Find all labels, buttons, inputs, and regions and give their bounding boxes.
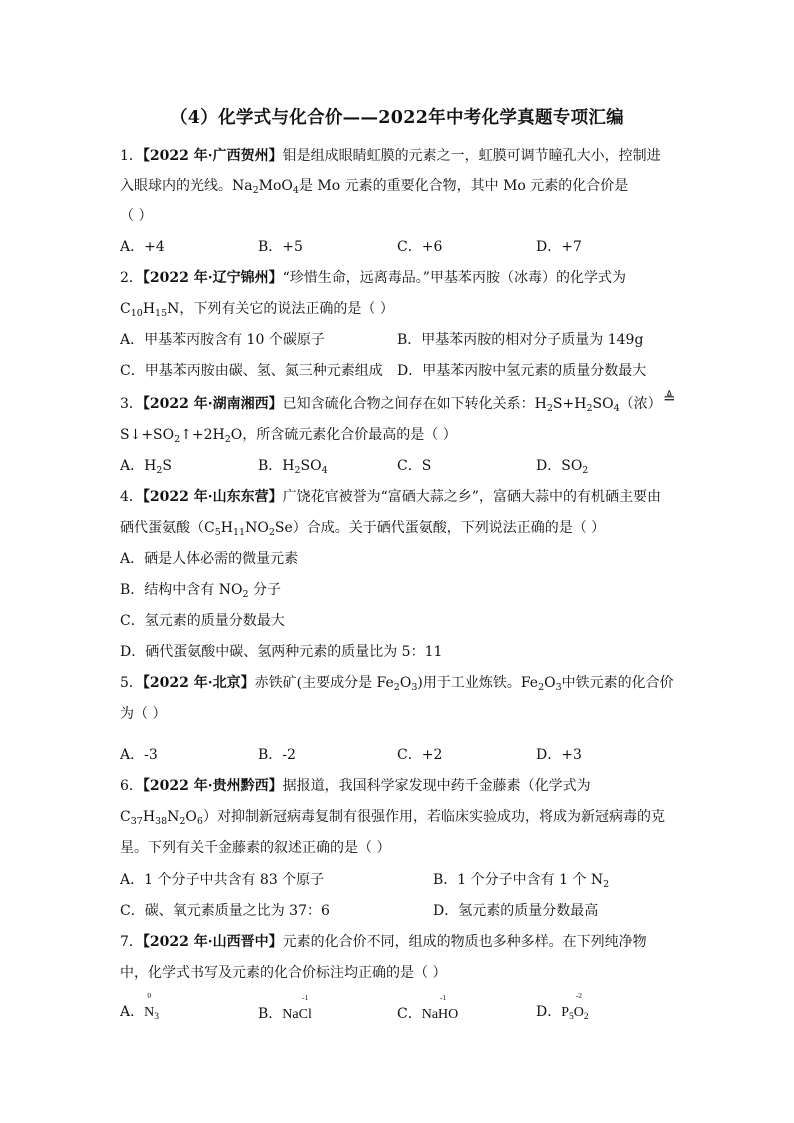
q5-option-d[interactable]: D．+3 — [536, 747, 582, 763]
q1-text-a: 钼是组成眼睛虹膜的元素之一，虹膜可调节瞳孔大小，控制进 — [282, 148, 661, 164]
q2-option-b[interactable]: B．甲基苯丙胺的相对分子质量为 149g — [397, 332, 644, 348]
q7-oc-post: O — [448, 1007, 459, 1022]
q3-l2a: S↓+SO — [120, 427, 175, 443]
q3-s1: 2 — [546, 403, 553, 414]
q3-t4: （浓） — [619, 396, 662, 412]
q6-s3: 2 — [179, 816, 186, 827]
q7-option-b[interactable] — [258, 993, 312, 1025]
q2-line1 — [120, 268, 626, 288]
q3-t1: 已知含硫化合物之间存在如下转化关系：H — [282, 396, 547, 412]
q5-line2: 为（ ） — [120, 706, 167, 722]
q4-option-c[interactable]: C．氢元素的质量分数最大 — [120, 613, 285, 629]
q3-od-s: 2 — [582, 465, 589, 476]
q4-option-d[interactable]: D．硒代蛋氨酸中碳、氢两种元素的质量比为 5：11 — [120, 644, 443, 660]
q1-text-b3: 是 Mo 元素的重要化合物，其中 Mo 元素的化合价是 — [298, 178, 629, 194]
q7-od-sub2: 2 — [583, 1012, 589, 1022]
q3-ob-s: 2 — [294, 465, 301, 476]
q3-number: 3． — [120, 396, 143, 412]
q7-od-el: P — [561, 1005, 570, 1020]
q5-s3: 2 — [538, 682, 545, 693]
q3-option-d[interactable] — [536, 456, 588, 476]
q5-t1: 赤铁矿(主要成分是 Fe — [254, 675, 394, 691]
q5-s4: 3 — [555, 682, 562, 693]
q7-oa-label: A． — [120, 1004, 145, 1020]
q5-s1: 2 — [393, 682, 400, 693]
q6-line2 — [120, 807, 665, 827]
q4-number: 4． — [120, 489, 143, 505]
q6-number: 6． — [120, 778, 143, 794]
q3-ob-a: B．H — [258, 458, 295, 474]
q3-source-tag: 【2022 年·湖南湘西】 — [142, 396, 283, 412]
q3-s3: 4 — [613, 403, 620, 414]
q1-option-c[interactable]: C．+6 — [397, 239, 443, 255]
q4-t4: Se）合成。关于硒代蛋氨酸，下列说法正确的是（ ） — [274, 520, 606, 536]
q7-source-tag: 【2022 年·山西晋中】 — [142, 934, 283, 950]
page-title: （4）化学式与化合价——2022年中考化学真题专项汇编 — [170, 108, 624, 128]
q7-ob-valence: -1 — [302, 993, 309, 1002]
q6-f2: H — [142, 809, 156, 825]
heating-condition-symbol: ≜ — [663, 389, 676, 407]
q3-oa-b: S — [162, 458, 172, 474]
q6-source-tag: 【2022 年·贵州黔西】 — [142, 778, 283, 794]
q7-oa-el: N — [144, 1005, 155, 1020]
q7-oa-sub: 3 — [154, 1012, 159, 1022]
q3-option-a[interactable] — [120, 456, 172, 476]
q2-text-a: “珍惜生命，远离毒品。”甲基苯丙胺（冰毒）的化学式为 — [282, 270, 626, 286]
q6-f4: O — [185, 809, 197, 825]
q6-option-b[interactable] — [433, 870, 609, 890]
q7-oc-element — [438, 993, 449, 1025]
q2-source-tag: 【2022 年·辽宁锦州】 — [142, 270, 283, 286]
q2-number: 2． — [120, 270, 143, 286]
q4-ob-b: 分子 — [248, 582, 281, 598]
q2-option-c[interactable]: C．甲基苯丙胺由碳、氢、氮三种元素组成 — [120, 363, 383, 379]
q7-option-d[interactable] — [536, 991, 589, 1023]
q3-l2s2: 2 — [224, 434, 231, 445]
q6-f3: N — [167, 809, 180, 825]
q2-option-a[interactable]: A．甲基苯丙胺含有 10 个碳原子 — [120, 332, 325, 348]
q7-od-valence: -2 — [575, 991, 582, 1000]
q2-f3: N，下列有关它的说法正确的是（ ） — [167, 301, 394, 317]
q4-line1 — [120, 487, 661, 507]
q7-option-a[interactable] — [120, 991, 159, 1023]
q5-option-b[interactable]: B．-2 — [258, 747, 296, 763]
q7-option-c[interactable] — [397, 993, 459, 1025]
q5-line1 — [120, 673, 674, 693]
q4-t1: 硒代蛋氨酸（C — [120, 520, 215, 536]
q7-text-a: 元素的化合价不同，组成的物质也多种多样。在下列纯净物 — [282, 934, 647, 950]
q2-line2 — [120, 299, 394, 319]
q6-line3: 星。下列有关千金藤素的叙述正确的是（ ） — [120, 840, 391, 856]
q3-s2: 2 — [586, 403, 593, 414]
q4-option-a[interactable]: A．硒是人体必需的微量元素 — [120, 551, 299, 567]
q3-line1 — [120, 394, 662, 414]
q1-option-a[interactable]: A．+4 — [120, 239, 165, 255]
q3-od-a: D．SO — [536, 458, 583, 474]
q5-option-a[interactable]: A．-3 — [120, 747, 158, 763]
q4-ob-a: B．结构中含有 NO — [120, 582, 243, 598]
q2-s1: 10 — [130, 308, 143, 319]
q5-t3: )用于工业炼铁。Fe — [417, 675, 539, 691]
q3-l2s1: 2 — [174, 434, 181, 445]
q1-text-b1: 入眼球内的光线。Na — [120, 178, 253, 194]
q4-option-b[interactable] — [120, 580, 281, 600]
q7-ob-label: B． — [258, 1006, 283, 1022]
q3-t3: SO — [592, 396, 614, 412]
q7-number: 7． — [120, 934, 143, 950]
q7-oc-el: H — [438, 1007, 449, 1022]
q1-source-tag: 【2022 年·广西贺州】 — [142, 148, 283, 164]
q7-od-sub: 5 — [569, 1012, 574, 1022]
q4-s1: 5 — [214, 527, 221, 538]
q6-text-a: 据报道，我国科学家发现中药千金藤素（化学式为 — [282, 778, 591, 794]
q4-s2: 11 — [232, 527, 246, 538]
q1-option-b[interactable]: B．+5 — [258, 239, 303, 255]
q2-f1: C — [120, 301, 131, 317]
q3-option-b[interactable] — [258, 456, 328, 476]
q5-number: 5． — [120, 675, 143, 691]
q3-oc-a: C．S — [397, 458, 432, 474]
q5-s2: 3 — [411, 682, 418, 693]
q6-ob-s: 2 — [603, 879, 610, 890]
q7-line1 — [120, 932, 647, 952]
q1-sub1: 2 — [252, 185, 259, 196]
q3-line2 — [120, 425, 457, 445]
q5-option-c[interactable]: C．+2 — [397, 747, 443, 763]
q1-paren: （ ） — [120, 208, 153, 224]
q7-oa-element — [144, 991, 155, 1023]
q3-oa-s: 2 — [156, 465, 163, 476]
q7-od-label: D． — [536, 1004, 562, 1020]
q7-ob-element — [298, 993, 312, 1025]
q7-ob-el: Cl — [298, 1007, 312, 1022]
q5-t4: O — [544, 675, 556, 691]
q1-number: 1． — [120, 148, 143, 164]
q6-option-a[interactable]: A．1 个分子中共含有 83 个原子 — [120, 872, 325, 888]
q3-l2c: O，所含硫元素化合价最高的是（ ） — [230, 427, 457, 443]
q6-f5: ）对抑制新冠病毒复制有很强作用，若临床实验成功，将成为新冠病毒的克 — [202, 809, 665, 825]
q2-s2: 15 — [155, 308, 168, 319]
q5-source-tag: 【2022 年·北京】 — [142, 675, 255, 691]
q7-oa-valence: 0 — [147, 991, 152, 1000]
q7-od-element — [573, 991, 584, 1023]
q6-line1 — [120, 776, 591, 796]
q1-sub2: 4 — [292, 185, 299, 196]
q4-t2: H — [220, 520, 233, 536]
q5-t2: O — [399, 675, 412, 691]
q6-f1: C — [120, 809, 131, 825]
q4-ob-s: 2 — [242, 589, 249, 600]
q5-t5: 中铁元素的化合价 — [561, 675, 674, 691]
q3-l2b: ↑+2H — [180, 427, 225, 443]
q7-oc-pre: Na — [421, 1007, 439, 1022]
q3-oa-a: A．H — [120, 458, 157, 474]
q7-oc-label: C． — [397, 1006, 422, 1022]
q6-s1: 37 — [130, 816, 143, 827]
q3-ob-s2: 4 — [321, 465, 328, 476]
q6-s4: 6 — [196, 816, 203, 827]
q3-ob-b: SO — [300, 458, 322, 474]
q6-ob-a: B．1 个分子中含有 1 个 N — [433, 872, 604, 888]
q2-option-d[interactable]: D．甲基苯丙胺中氢元素的质量分数最大 — [397, 363, 647, 379]
q6-s2: 38 — [155, 816, 168, 827]
q7-oc-valence: -1 — [439, 993, 447, 1002]
q1-line1 — [120, 146, 661, 166]
q1-line2 — [120, 176, 628, 196]
q3-option-c[interactable] — [397, 456, 431, 476]
q2-f2: H — [142, 301, 156, 317]
q4-s3: 2 — [268, 527, 275, 538]
q7-ob-pre: Na — [282, 1007, 299, 1022]
q4-t3: NO — [245, 520, 269, 536]
q1-option-d[interactable]: D．+7 — [536, 239, 582, 255]
q7-od-el2: O — [573, 1005, 584, 1020]
q3-t2: S+H — [552, 396, 587, 412]
q7-line2: 中，化学式书写及元素的化合价标注均正确的是（ ） — [120, 965, 447, 981]
q6-option-d[interactable]: D．氢元素的质量分数最高 — [433, 903, 599, 919]
q4-text-a: 广饶花官被誉为“富硒大蒜之乡”，富硒大蒜中的有机硒主要由 — [282, 489, 661, 505]
q1-text-b2: MoO — [258, 178, 293, 194]
q6-option-c[interactable]: C．碳、氧元素质量之比为 37：6 — [120, 903, 330, 919]
q4-line2 — [120, 518, 605, 538]
q4-source-tag: 【2022 年·山东东营】 — [142, 489, 283, 505]
